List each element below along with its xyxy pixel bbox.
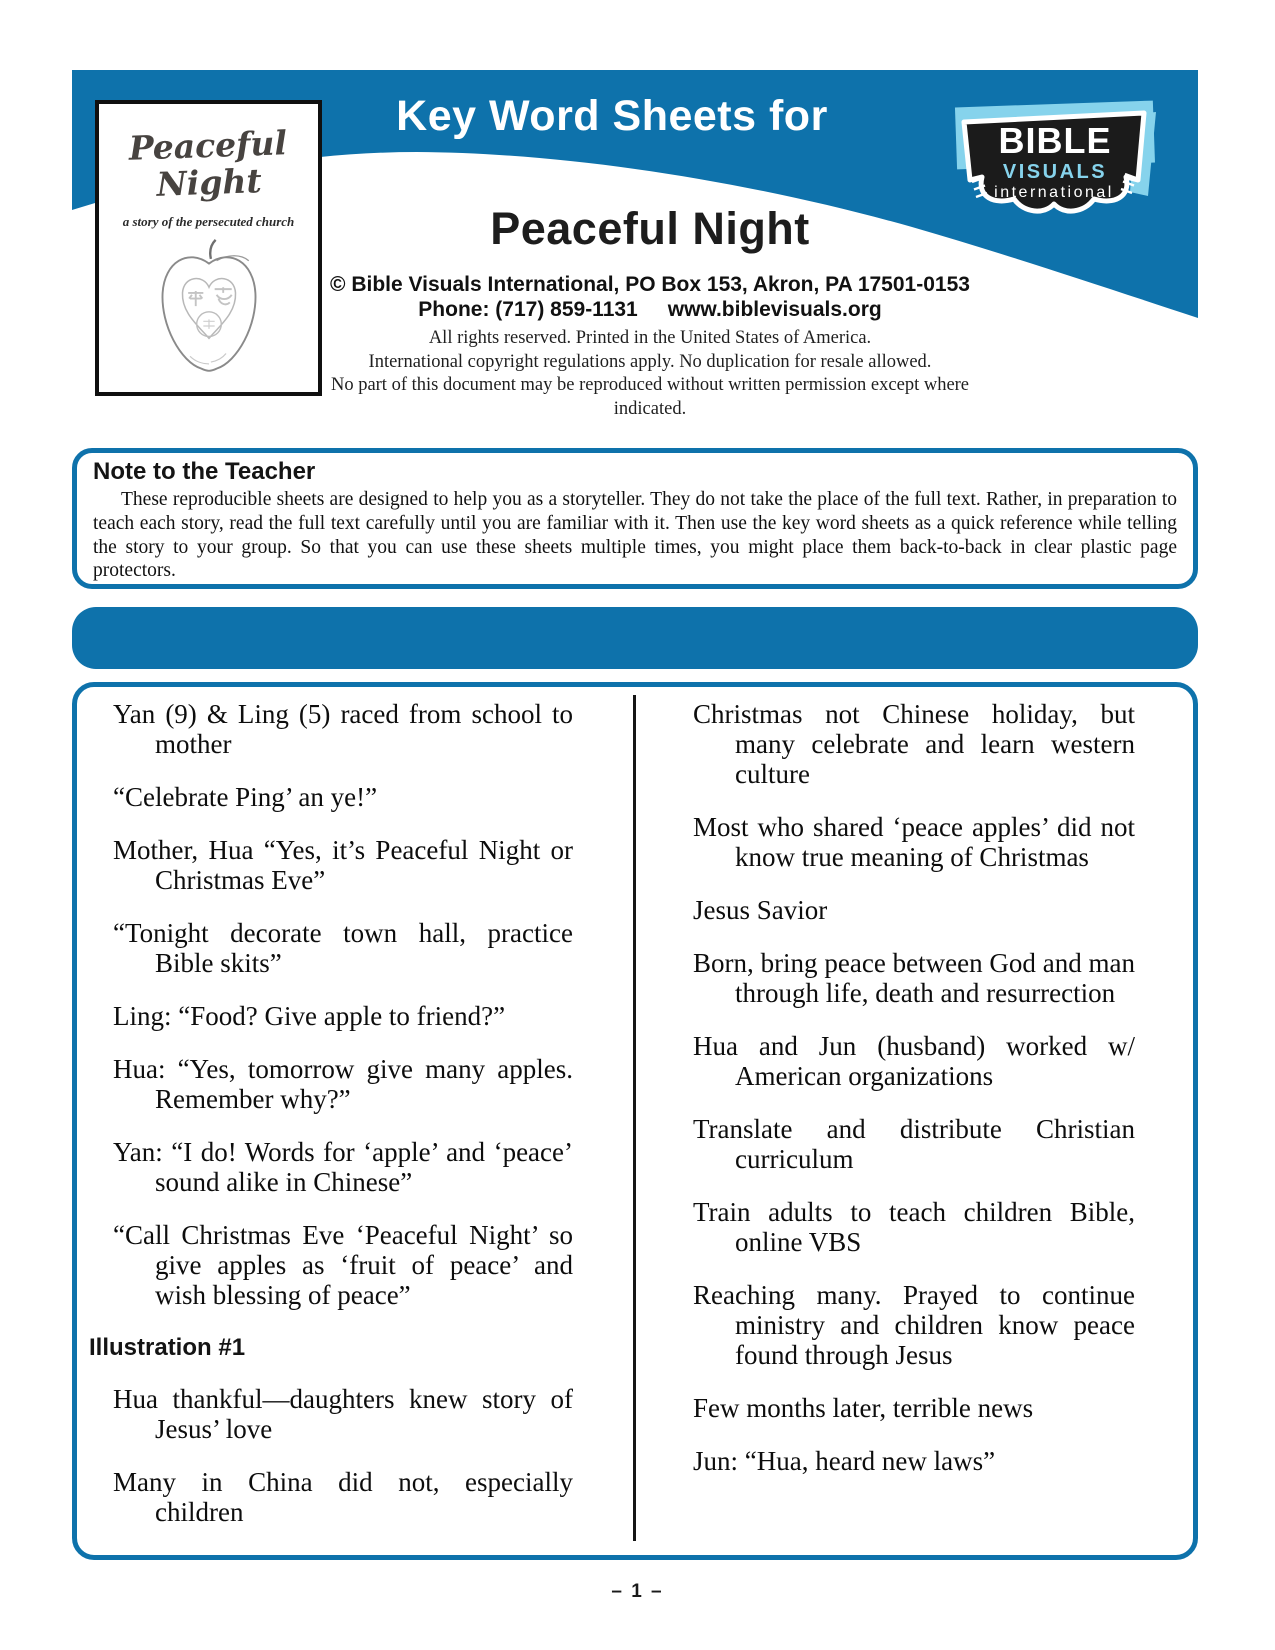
keyword-sheet xyxy=(72,682,1198,1560)
illustration-heading: Illustration #1 xyxy=(89,1334,246,1361)
keyword-item: Yan: “I do! Words for ‘apple’ and ‘peace’ sound alike in Chinese” xyxy=(113,1137,573,1197)
peace-characters xyxy=(188,287,232,306)
keyword-item: Ling: “Food? Give apple to friend?” xyxy=(113,1001,506,1031)
rights-line: All rights reserved. Printed in the United States of America. xyxy=(428,328,872,348)
keyword-item: Translate and distribute Christian curriculum xyxy=(693,1114,1135,1174)
website-url: www.biblevisuals.org xyxy=(667,297,882,321)
rights-line: International copyright regulations apply. No duplication for resale allowed. xyxy=(368,351,932,372)
keyword-item: Many in China did not, especially children xyxy=(113,1467,573,1527)
keyword-item: Hua and Jun (husband) worked w/ American organizations xyxy=(693,1031,1135,1091)
cover-thumbnail xyxy=(95,100,322,396)
keyword-item: Mother, Hua “Yes, it’s Peaceful Night or Christmas Eve” xyxy=(113,835,573,895)
keyword-item: “Tonight decorate town hall, practice Bible skits” xyxy=(113,918,573,978)
keyword-item: “Celebrate Ping’ an ye!” xyxy=(113,782,378,812)
keyword-item: Jun: “Hua, heard new laws” xyxy=(693,1446,996,1476)
keyword-column-left xyxy=(77,687,633,1555)
banner-title: Key Word Sheets for xyxy=(396,92,828,140)
keyword-item: Hua thankful—daughters knew story of Jesus’ love xyxy=(113,1384,573,1444)
logo-line2: VISUALS xyxy=(1002,161,1108,183)
phone-number: Phone: (717) 859-1131 xyxy=(418,297,638,321)
logo-line1: BIBLE xyxy=(998,120,1112,161)
keyword-item: Few months later, terrible news xyxy=(693,1393,1034,1423)
rights-notice xyxy=(300,327,1000,422)
keyword-item: Yan (9) & Ling (5) raced from school to mother xyxy=(113,699,573,759)
story-title: Peaceful Night xyxy=(490,203,810,254)
keyword-item: Train adults to teach children Bible, online VBS xyxy=(693,1197,1135,1257)
publisher-info xyxy=(330,273,970,323)
note-title: Note to the Teacher xyxy=(93,458,316,485)
bible-visuals-logo xyxy=(942,96,1170,246)
page-number: – 1 – xyxy=(611,1581,664,1602)
keyword-item: “Call Christmas Eve ‘Peaceful Night’ so give apples as ‘fruit of peace’ and wish blessing of peace” xyxy=(113,1220,573,1310)
cover-title: Peaceful Night xyxy=(128,123,288,204)
section-divider-bar xyxy=(72,607,1198,669)
note-to-teacher-box xyxy=(72,448,1198,589)
rights-line: No part of this document may be reproduced without written permission except where indicated. xyxy=(330,375,970,420)
logo-line3: international xyxy=(994,184,1114,201)
keyword-column-right xyxy=(636,687,1193,1555)
keyword-item: Christmas not Chinese holiday, but many celebrate and learn western culture xyxy=(693,699,1135,789)
keyword-item: Born, bring peace between God and man through life, death and resurrection xyxy=(693,948,1135,1008)
peace-apple-icon xyxy=(150,238,268,380)
keyword-item: Hua: “Yes, tomorrow give many apples. Remember why?” xyxy=(113,1054,573,1114)
keyword-item: Reaching many. Prayed to continue ministry and children know peace found through Jesus xyxy=(693,1280,1135,1370)
cover-subtitle: a story of the persecuted church xyxy=(122,213,295,229)
keyword-item: Most who shared ‘peace apples’ did not know true meaning of Christmas xyxy=(693,812,1135,872)
copyright-line: © Bible Visuals International, PO Box 153, Akron, PA 17501-0153 xyxy=(330,273,970,296)
keyword-item: Jesus Savior xyxy=(693,895,828,925)
note-body: These reproducible sheets are designed to help you as a storyteller. They do not take the place of the full text. Rather, in preparation to teach each story, read the full text carefully until you are familiar with it. Then use the key word sheets as a quick reference while telling the story to your group. So that you can use these sheets multiple times, you might place them back-to-back in clear plastic page protectors. xyxy=(93,489,1177,582)
